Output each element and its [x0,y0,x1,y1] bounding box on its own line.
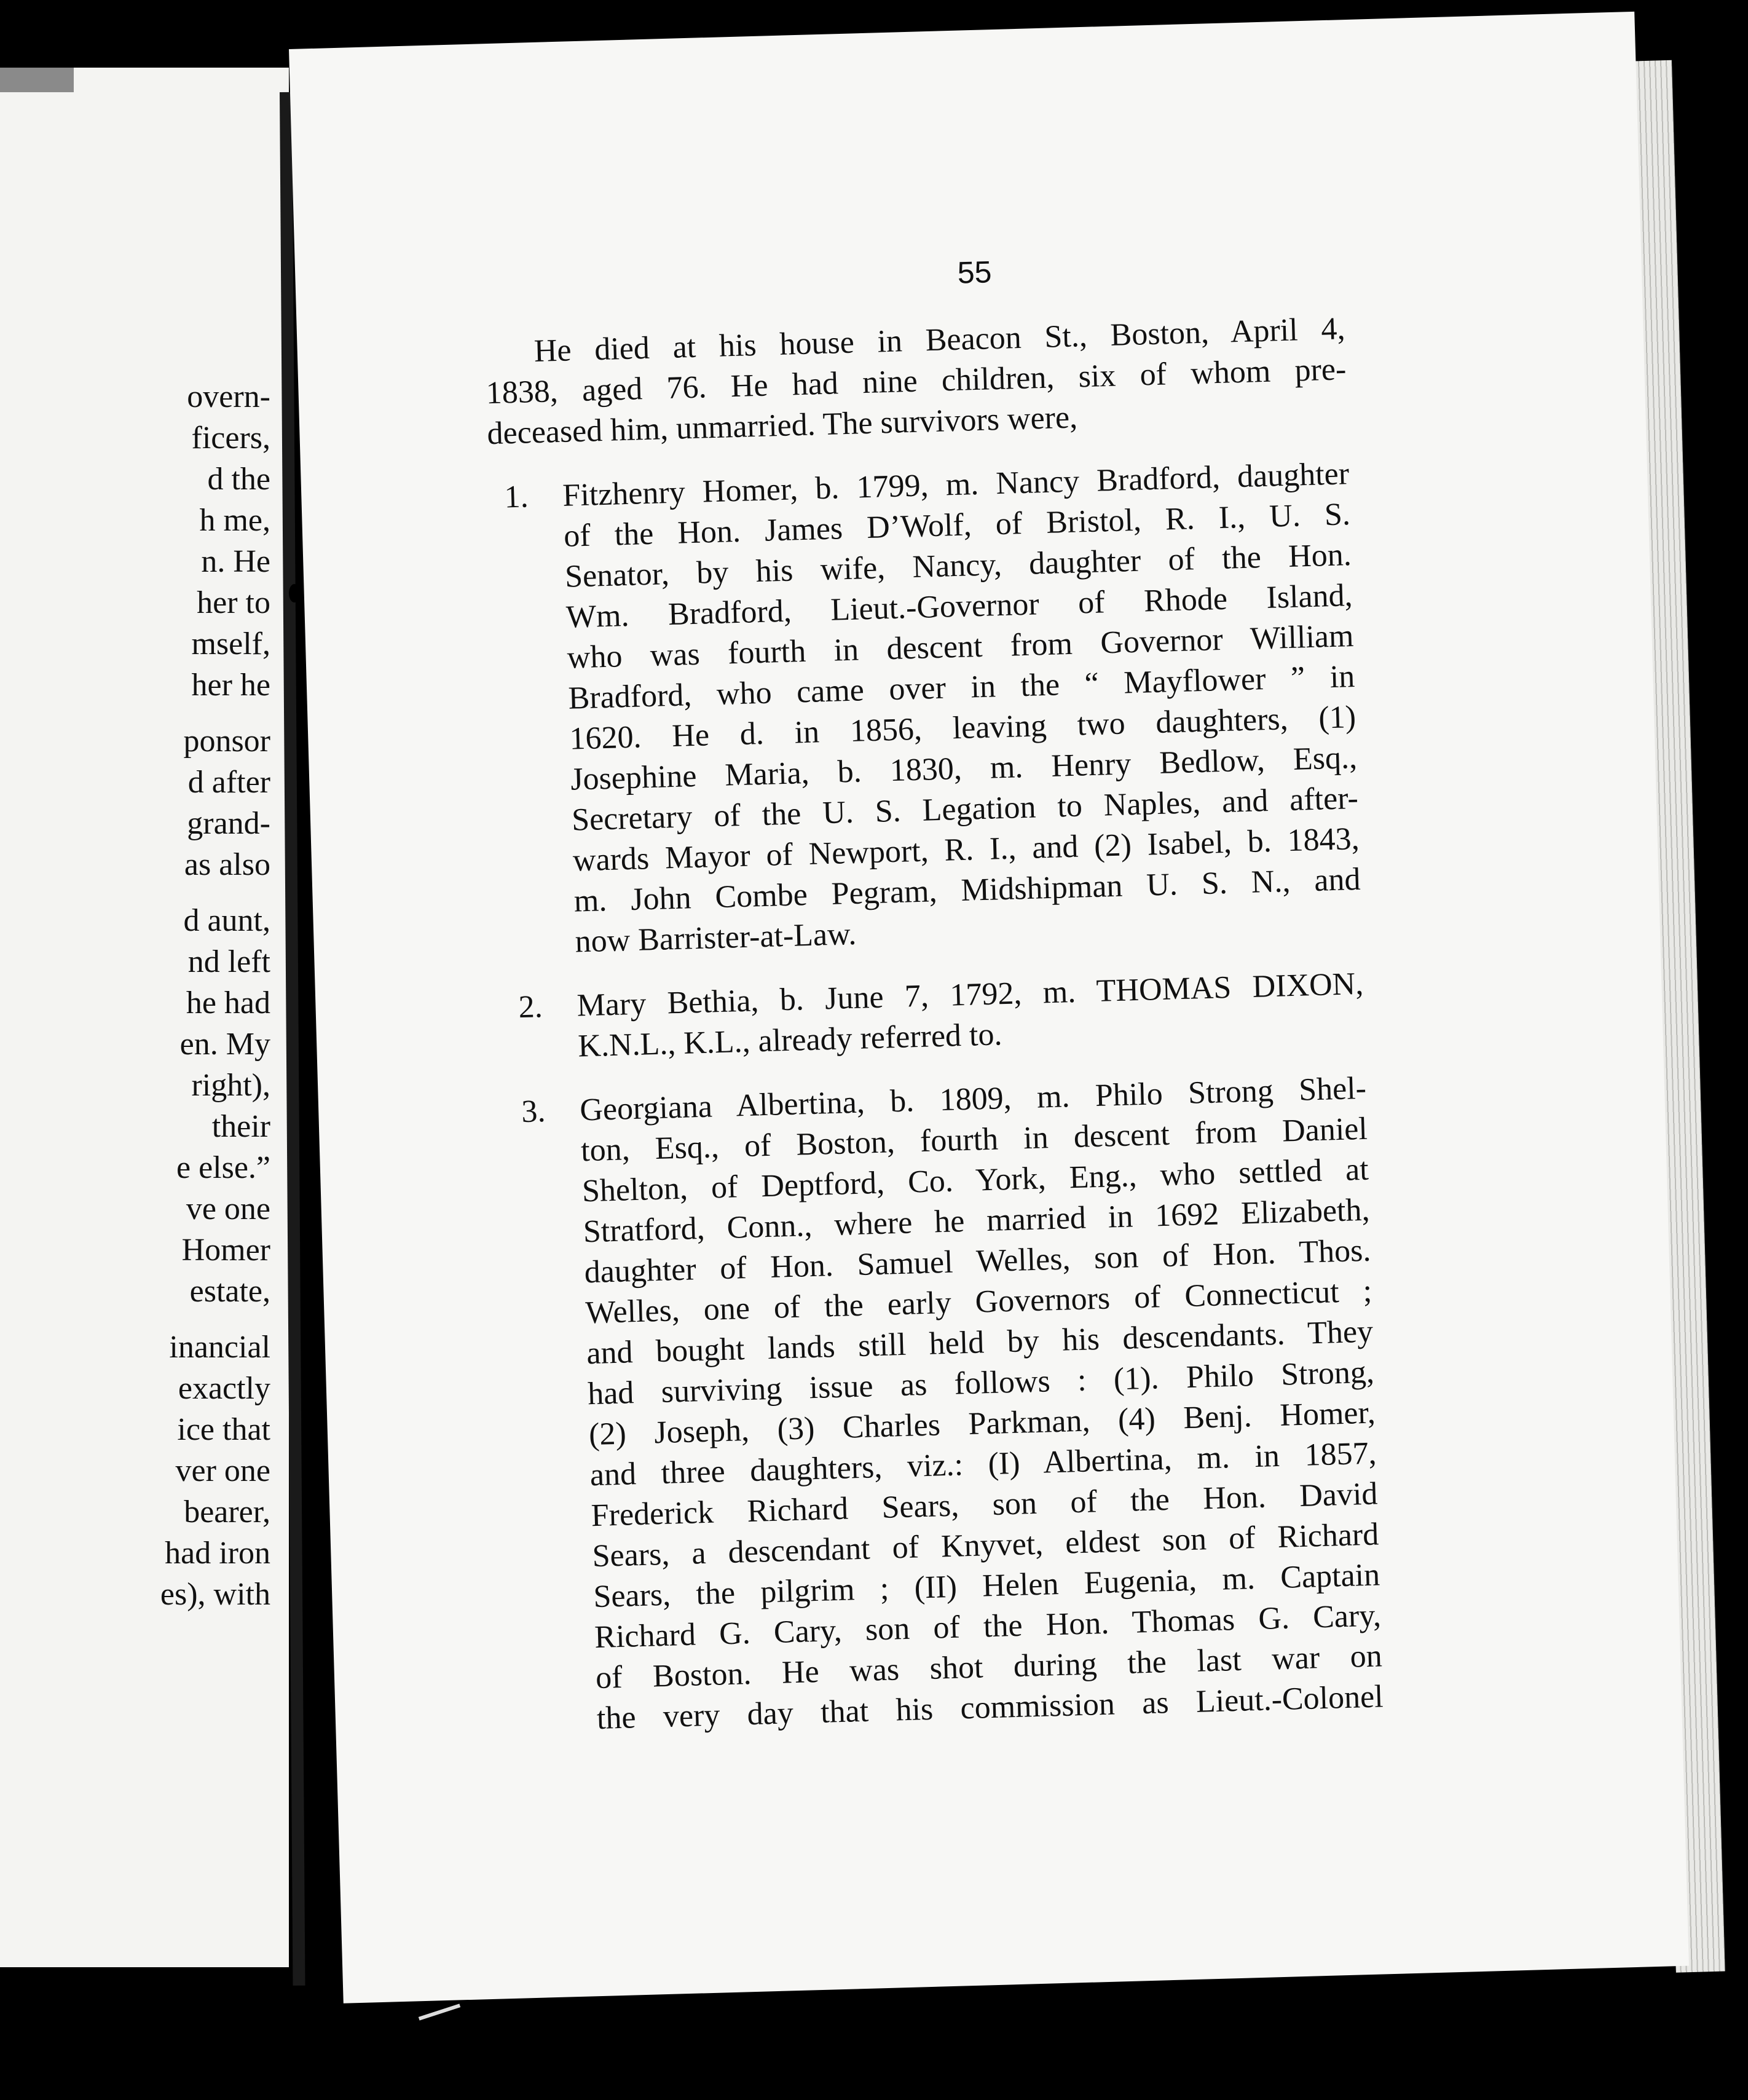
list-item-line: Welles, one of the early Governors of Connecticut ; [585,1273,1372,1331]
left-page-line: e else.” [176,1150,270,1185]
left-page-line: h me, [199,503,270,538]
list-item-line: the very day that his commission as Lieut.-Colonel [596,1679,1384,1737]
list-item-line: Secretary of the U. S. Legation to Naples, and after- [571,780,1359,838]
left-page-line: Homer [181,1233,270,1268]
list-item-line: Shelton, of Deptford, Co. York, Eng., who settled at [581,1151,1369,1209]
list-item-line: who was fourth in descent from Governor William [567,618,1355,676]
list-item-line: (2) Joseph, (3) Charles Parkman, (4) Benj. Homer, [588,1395,1376,1453]
left-page-line: estate, [189,1274,270,1309]
left-page-line: d after [187,765,270,800]
list-item-line: Stratford, Conn., where he married in 1692 Elizabeth, [583,1192,1371,1250]
page-body [484,309,1384,1741]
left-page-line: d aunt, [183,903,270,938]
left-page-line: ice that [177,1412,270,1447]
left-page-line: ponsor [183,724,270,759]
list-item [489,454,1363,965]
list-item-line: Sears, the pilgrim ; (II) Helen Eugenia, m. Captain [593,1557,1380,1615]
left-page-line: en. My [179,1027,270,1062]
left-page-line: ver one [175,1453,270,1488]
list-item-line: Sears, a descendant of Knyvet, eldest son of Richard [591,1517,1379,1574]
list-item-line: Bradford, who came over in the “ Mayflower ” in [567,658,1355,716]
list-item-line: Georgiana Albertina, b. 1809, m. Philo Strong Shel- [579,1070,1367,1128]
list-item-line: daughter of Hon. Samuel Welles, son of Hon. Thos. [583,1233,1372,1290]
list-item-line: m. John Combe Pegram, Midshipman U. S. N., and [573,861,1361,919]
left-page-line: as also [184,847,270,882]
scan-dust-mark [419,2003,460,2020]
list-item-line: and three daughters, viz.: (I) Albertina, m. in 1857, [589,1435,1377,1493]
binding-stitch [289,584,300,602]
list-item-line: ton, Esq., of Boston, fourth in descent from Daniel [580,1111,1368,1169]
list-item-line: 1620. He d. in 1856, leaving two daughters, (1) [569,699,1356,757]
list-item-line: Fitzhenry Homer, b. 1799, m. Nancy Bradford, daughter [562,456,1350,513]
list-item-line: of Boston. He was shot during the last war on [595,1638,1383,1696]
left-page-line: overn- [187,379,270,414]
list-item-number: 3. [521,1094,546,1130]
list-item-line: Richard G. Cary, son of the Hon. Thomas G. Cary, [594,1598,1382,1656]
list-item-number: 1. [503,479,529,515]
left-page-line: n. He [201,544,270,579]
list-item-line: had surviving issue as follows : (1). Philo Strong, [587,1354,1375,1412]
left-page-line: grand- [187,806,270,841]
left-page-line: he had [186,985,270,1020]
intro-line: deceased him, unmarried. The survivors were, [486,400,1078,452]
left-page-line: inancial [169,1330,270,1365]
left-page [0,68,289,1967]
left-page-line: her to [197,585,270,620]
list-item [506,1068,1384,1742]
list-item-line: Wm. Bradford, Lieut.-Governor of Rhode Island, [565,578,1353,635]
left-page-line: ficers, [191,420,270,456]
list-item-line: Frederick Richard Sears, son of the Hon. David [591,1476,1379,1534]
list-item-line: Josephine Maria, b. 1830, m. Henry Bedlow, Esq., [570,740,1358,797]
left-page-line: right), [191,1068,270,1103]
intro-line: He died at his house in Beacon St., Boston, April 4, [533,311,1346,369]
list-item-line: of the Hon. James D’Wolf, of Bristol, R. I., U. S. [563,497,1351,554]
list-item-line: Senator, by his wife, Nancy, daughter of the Hon. [564,537,1352,594]
list-item-line: and bought lands still held by his descendants. They [586,1314,1374,1372]
list-item-line: wards Mayor of Newport, R. I., and (2) Isabel, b. 1843, [572,821,1360,878]
left-page-line: ve one [186,1191,270,1226]
list-item-line: now Barrister-at-Law. [574,916,857,960]
list-item-line: K.N.L., K.L., already referred to. [577,1017,1003,1064]
list-item-number: 2. [518,989,543,1025]
intro-line: 1838, aged 76. He had nine children, six of whom pre- [485,352,1347,411]
left-page-line: their [211,1109,270,1144]
left-page-line: mself, [191,626,270,661]
list-item-line: Mary Bethia, b. June 7, 1792, m. THOMAS DIXON, [576,966,1364,1024]
left-page-line: bearer, [184,1494,270,1530]
left-page-line: d the [207,462,270,497]
right-page [289,12,1689,2003]
left-page-line: es), with [160,1577,270,1612]
scan-edge-band [0,68,74,92]
left-page-line: exactly [178,1371,270,1406]
binding-stitch [310,1426,321,1445]
left-page-line: her he [191,668,270,703]
left-page-line: had iron [165,1536,270,1571]
left-page-line: nd left [187,944,270,979]
page-number: 55 [956,255,993,290]
